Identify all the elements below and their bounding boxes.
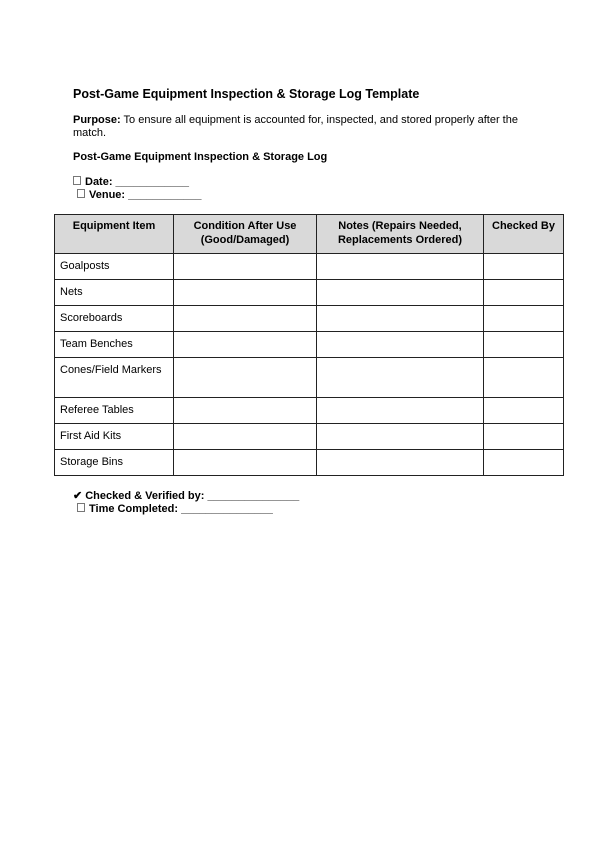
checkbox-icon[interactable] xyxy=(77,189,85,198)
checked-verified-field[interactable] xyxy=(73,490,299,503)
table-row xyxy=(55,280,564,306)
equipment-item-cell: Cones/Field Markers xyxy=(55,358,174,398)
table-row xyxy=(55,332,564,358)
inspection-log-table xyxy=(54,214,564,476)
table-row xyxy=(55,254,564,280)
venue-field[interactable] xyxy=(77,189,202,202)
table-row xyxy=(55,424,564,450)
condition-cell[interactable] xyxy=(174,450,317,476)
checked-by-cell[interactable] xyxy=(484,358,564,398)
checkbox-icon[interactable] xyxy=(77,503,85,512)
log-subtitle: Post-Game Equipment Inspection & Storage Log xyxy=(73,151,328,163)
date-field[interactable] xyxy=(73,176,189,189)
equipment-item-cell: First Aid Kits xyxy=(55,424,174,450)
date-label: Date: ____________ xyxy=(85,176,189,188)
checked-by-cell[interactable] xyxy=(484,254,564,280)
purpose-paragraph xyxy=(73,114,543,140)
time-completed-field[interactable] xyxy=(77,503,273,516)
header-equipment-item: Equipment Item xyxy=(55,215,174,254)
header-notes: Notes (Repairs Needed, Replacements Ordered) xyxy=(317,215,484,254)
condition-cell[interactable] xyxy=(174,358,317,398)
notes-cell[interactable] xyxy=(317,306,484,332)
condition-cell[interactable] xyxy=(174,424,317,450)
table-row xyxy=(55,306,564,332)
table-row xyxy=(55,450,564,476)
equipment-item-cell: Goalposts xyxy=(55,254,174,280)
notes-cell[interactable] xyxy=(317,254,484,280)
purpose-label: Purpose: xyxy=(73,114,121,126)
notes-cell[interactable] xyxy=(317,398,484,424)
notes-cell[interactable] xyxy=(317,450,484,476)
checkmark-icon: ✔ xyxy=(73,490,83,502)
checkbox-icon[interactable] xyxy=(73,176,81,185)
checked-by-cell[interactable] xyxy=(484,398,564,424)
equipment-item-cell: Scoreboards xyxy=(55,306,174,332)
header-checked-by: Checked By xyxy=(484,215,564,254)
condition-cell[interactable] xyxy=(174,332,317,358)
checked-by-cell[interactable] xyxy=(484,280,564,306)
condition-cell[interactable] xyxy=(174,398,317,424)
notes-cell[interactable] xyxy=(317,358,484,398)
equipment-item-cell: Team Benches xyxy=(55,332,174,358)
venue-label: Venue: ____________ xyxy=(89,189,202,201)
notes-cell[interactable] xyxy=(317,280,484,306)
condition-cell[interactable] xyxy=(174,306,317,332)
equipment-item-cell: Storage Bins xyxy=(55,450,174,476)
checked-by-cell[interactable] xyxy=(484,424,564,450)
checked-by-cell[interactable] xyxy=(484,332,564,358)
equipment-item-cell: Referee Tables xyxy=(55,398,174,424)
table-header-row xyxy=(55,215,564,254)
time-completed-label: Time Completed: _______________ xyxy=(89,503,273,515)
notes-cell[interactable] xyxy=(317,424,484,450)
condition-cell[interactable] xyxy=(174,280,317,306)
document-title: Post-Game Equipment Inspection & Storage Log Template xyxy=(73,87,420,101)
equipment-item-cell: Nets xyxy=(55,280,174,306)
condition-cell[interactable] xyxy=(174,254,317,280)
notes-cell[interactable] xyxy=(317,332,484,358)
purpose-text: To ensure all equipment is accounted for, inspected, and stored properly after the match. xyxy=(73,114,518,139)
table-row xyxy=(55,398,564,424)
header-condition: Condition After Use (Good/Damaged) xyxy=(174,215,317,254)
checked-verified-label: Checked & Verified by: _______________ xyxy=(85,490,300,502)
checked-by-cell[interactable] xyxy=(484,450,564,476)
table-row xyxy=(55,358,564,398)
checked-by-cell[interactable] xyxy=(484,306,564,332)
